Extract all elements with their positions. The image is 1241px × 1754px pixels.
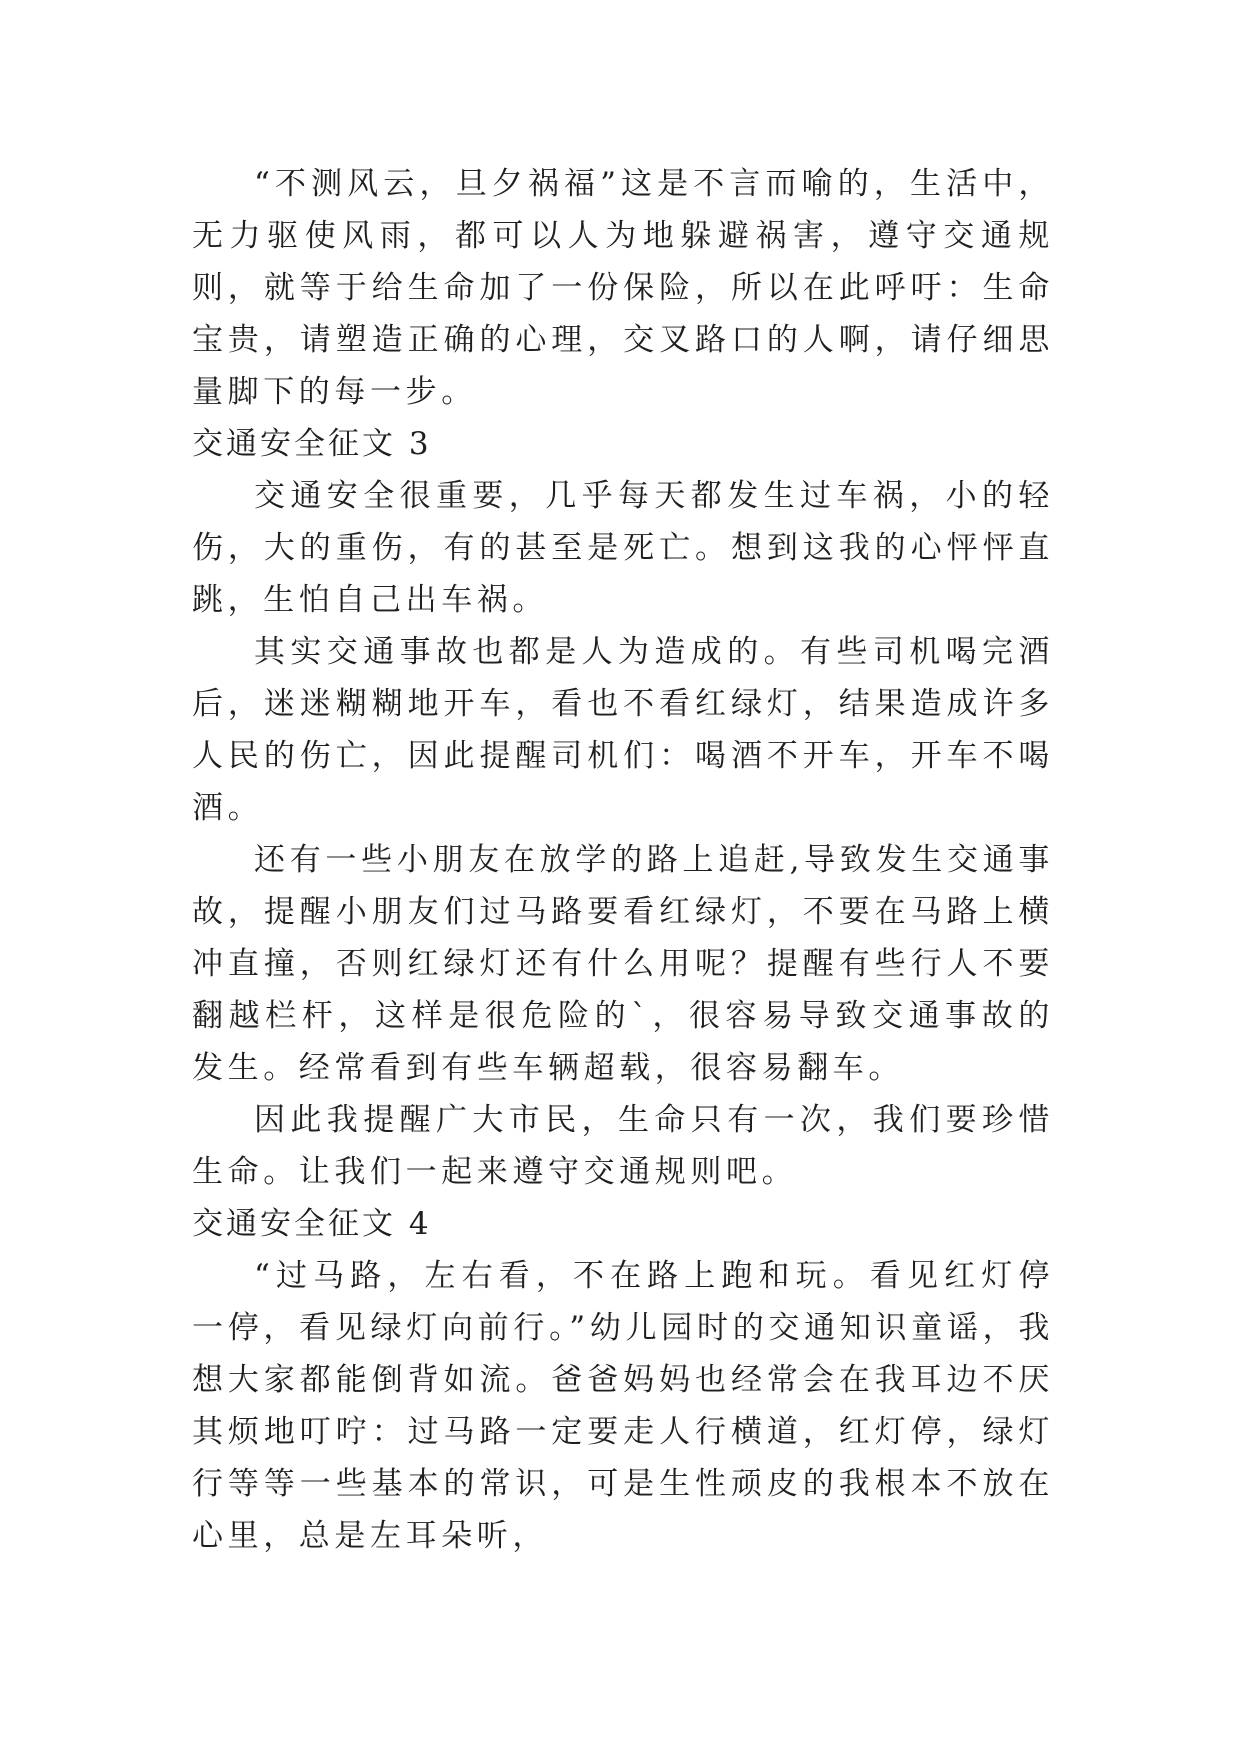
section-heading-3: 交通安全征文 3 [192, 426, 432, 462]
document-body [192, 158, 1054, 1562]
paragraph: 因此我提醒广大市民，生命只有一次，我们要珍惜生命。让我们一起来遵守交通规则吧。 [192, 1102, 1054, 1190]
paragraph: “过马路，左右看，不在路上跑和玩。看见红灯停一停，看见绿灯向前行。”幼儿园时的交通知识童谣，我想大家都能倒背如流。爸爸妈妈也经常会在我耳边不厌其烦地叮咛：过马路一定要走人行横道，红灯停，绿灯行等等一些基本的常识，可是生性顽皮的我根本不放在心里，总是左耳朵听， [192, 1258, 1054, 1554]
paragraph: 还有一些小朋友在放学的路上追赶,导致发生交通事故，提醒小朋友们过马路要看红绿灯，不要在马路上横冲直撞，否则红绿灯还有什么用呢？提醒有些行人不要翻越栏杆，这样是很危险的`，很容易导致交通事故的发生。经常看到有些车辆超载，很容易翻车。 [192, 842, 1054, 1086]
paragraph: 其实交通事故也都是人为造成的。有些司机喝完酒后，迷迷糊糊地开车，看也不看红绿灯，结果造成许多人民的伤亡，因此提醒司机们：喝酒不开车，开车不喝酒。 [192, 634, 1054, 826]
paragraph: 交通安全很重要，几乎每天都发生过车祸，小的轻伤，大的重伤，有的甚至是死亡。想到这我的心怦怦直跳，生怕自己出车祸。 [192, 478, 1054, 618]
section-heading-4: 交通安全征文 4 [192, 1206, 432, 1242]
paragraph-intro: “不测风云，旦夕祸福”这是不言而喻的，生活中，无力驱使风雨，都可以人为地躲避祸害，遵守交通规则，就等于给生命加了一份保险，所以在此呼吁：生命宝贵，请塑造正确的心理，交叉路口的人啊，请仔细思量脚下的每一步。 [192, 166, 1054, 410]
